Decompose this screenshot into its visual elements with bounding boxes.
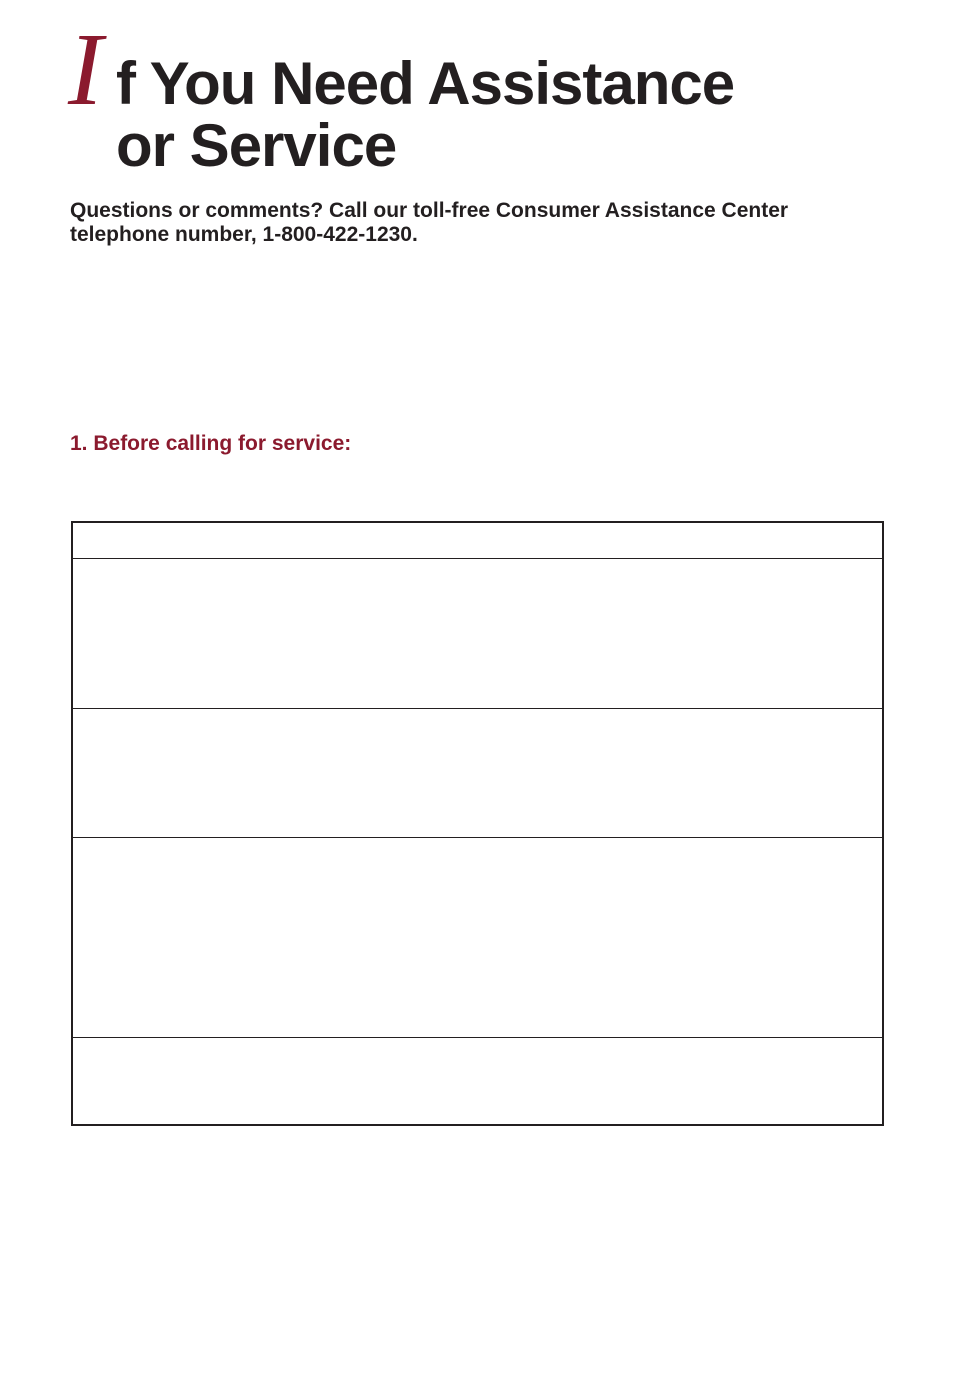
section-heading-before-calling: 1. Before calling for service: xyxy=(70,432,352,455)
title-line-2: or Service xyxy=(116,112,397,179)
table-row xyxy=(73,837,882,1037)
title-line-1: f You Need Assistance xyxy=(116,50,735,117)
table-row xyxy=(73,1037,882,1124)
page-title xyxy=(66,12,886,179)
title-drop-cap: I xyxy=(68,12,103,127)
table-row xyxy=(73,708,882,837)
troubleshooting-table xyxy=(71,521,884,1126)
intro-paragraph: Questions or comments? Call our toll-free Consumer Assistance Center telephone number, 1-800-422-1230. xyxy=(70,199,789,246)
table-header-row xyxy=(73,523,882,558)
table-row xyxy=(73,558,882,708)
